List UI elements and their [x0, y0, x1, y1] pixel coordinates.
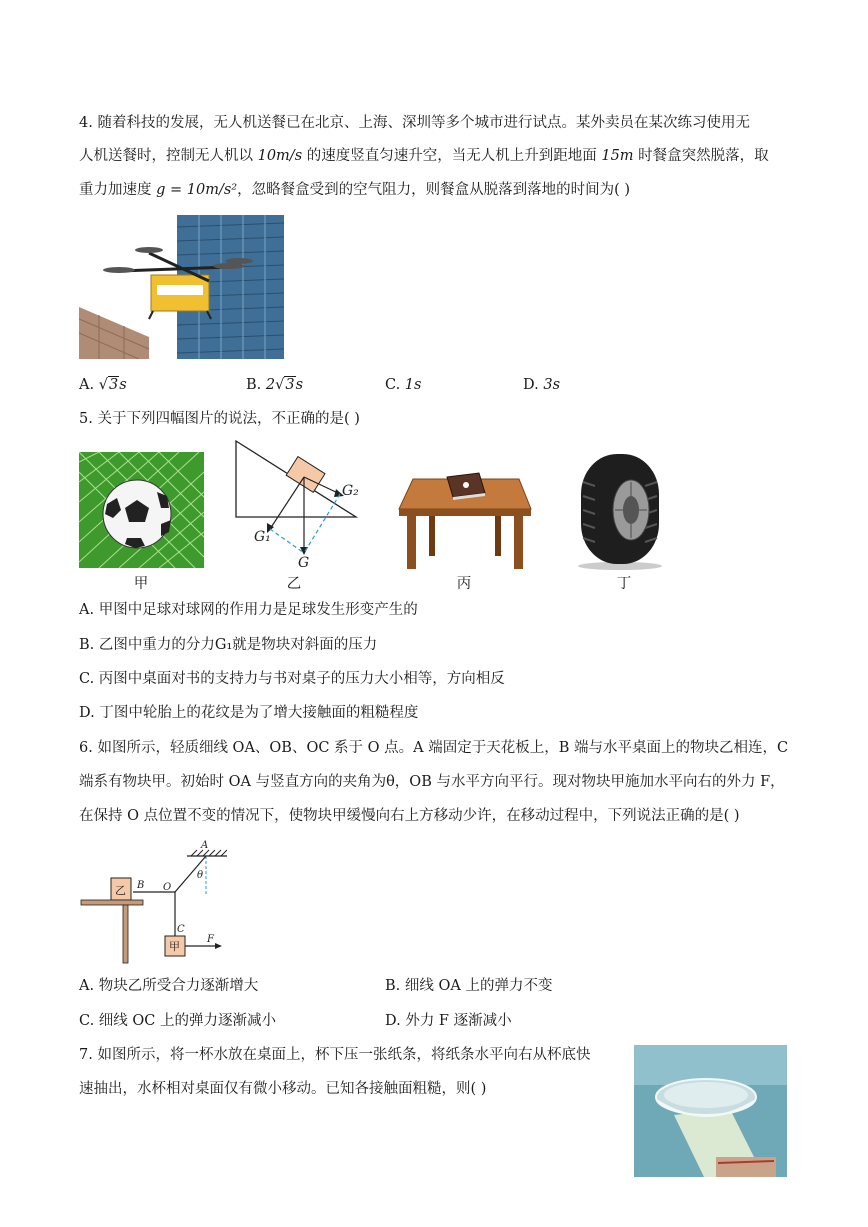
q5-option-a[interactable]: A. 甲图中足球对球网的作用力是足球发生形变产生的 [79, 602, 418, 618]
q7-line-1: 7. 如图所示，将一杯水放在桌面上，杯下压一张纸条，将纸条水平向右从杯底快 [79, 1047, 591, 1063]
q4-option-c[interactable]: C. 1s [385, 377, 422, 393]
q4-option-a[interactable]: A. √3s [79, 377, 127, 393]
q5-option-d[interactable]: D. 丁图中轮胎上的花纹是为了增大接触面的粗糙程度 [79, 705, 419, 721]
label-g1: G₁ [254, 529, 271, 545]
q6-option-d[interactable]: D. 外力 F 逐渐减小 [385, 1013, 512, 1029]
q5-option-c[interactable]: C. 丙图中桌面对书的支持力与书对桌子的压力大小相等，方向相反 [79, 671, 505, 687]
caption-jia: 甲 [133, 576, 149, 592]
caption-bing: 丙 [456, 576, 472, 592]
table-with-book-image [395, 465, 533, 569]
q7-line-2: 速抽出，水杯相对桌面仅有微小移动。已知各接触面粗糙，则( ) [79, 1081, 487, 1097]
label-o: O [163, 882, 172, 893]
caption-yi: 乙 [286, 576, 302, 592]
q6-line-3: 在保持 O 点位置不变的情况下，使物块甲缓慢向右上方移动少许，在移动过程中，下列说法正确的是( ) [79, 808, 740, 824]
q5-option-b[interactable]: B. 乙图中重力的分力G₁就是物块对斜面的压力 [79, 637, 378, 653]
q6-option-c[interactable]: C. 细线 OC 上的弹力逐渐减小 [79, 1013, 276, 1029]
label-b: B [137, 880, 145, 891]
q5-stem: 5. 关于下列四幅图片的说法，不正确的是( ) [79, 411, 360, 427]
rope-system-diagram [79, 838, 234, 966]
label-g2: G₂ [342, 483, 359, 499]
label-jia: 甲 [169, 940, 180, 953]
caption-ding: 丁 [616, 576, 632, 592]
q4-line-1: 4. 随着科技的发展，无人机送餐已在北京、上海、深圳等多个城市进行试点。某外卖员在某次练习使用无 [79, 115, 750, 131]
drone-photo [79, 215, 284, 359]
q4-line-3: 重力加速度 g = 10m/s²，忽略餐盒受到的空气阻力，则餐盒从脱落到落地的时间为( ) [79, 182, 631, 198]
soccer-ball-photo [79, 452, 204, 568]
q4-line-2: 人机送餐时，控制无人机以 10m/s 的速度竖直匀速升空，当无人机上升到距地面 15m 时餐盒突然脱落，取 [79, 148, 769, 164]
label-a: A [201, 840, 209, 851]
label-theta: θ [197, 870, 204, 881]
tire-image [573, 452, 668, 570]
q4-option-b[interactable]: B. 2√3s [246, 377, 304, 393]
q6-line-1: 6. 如图所示，轻质细线 OA、OB、OC 系于 O 点。A 端固定于天花板上，B 端与水平桌面上的物块乙相连，C [79, 740, 789, 756]
label-c: C [177, 924, 185, 935]
q6-option-b[interactable]: B. 细线 OA 上的弹力不变 [385, 978, 553, 994]
q6-line-2: 端系有物块甲。初始时 OA 与竖直方向的夹角为θ，OB 与水平方向平行。现对物块甲施加水平向右的外力 F， [79, 774, 785, 790]
cup-on-paper-photo [634, 1045, 787, 1177]
label-g: G [298, 555, 310, 569]
q6-option-a[interactable]: A. 物块乙所受合力逐渐增大 [79, 978, 259, 994]
label-f: F [207, 934, 214, 945]
q4-option-d[interactable]: D. 3s [523, 377, 561, 393]
label-yi: 乙 [115, 884, 126, 897]
incline-diagram [230, 437, 365, 569]
